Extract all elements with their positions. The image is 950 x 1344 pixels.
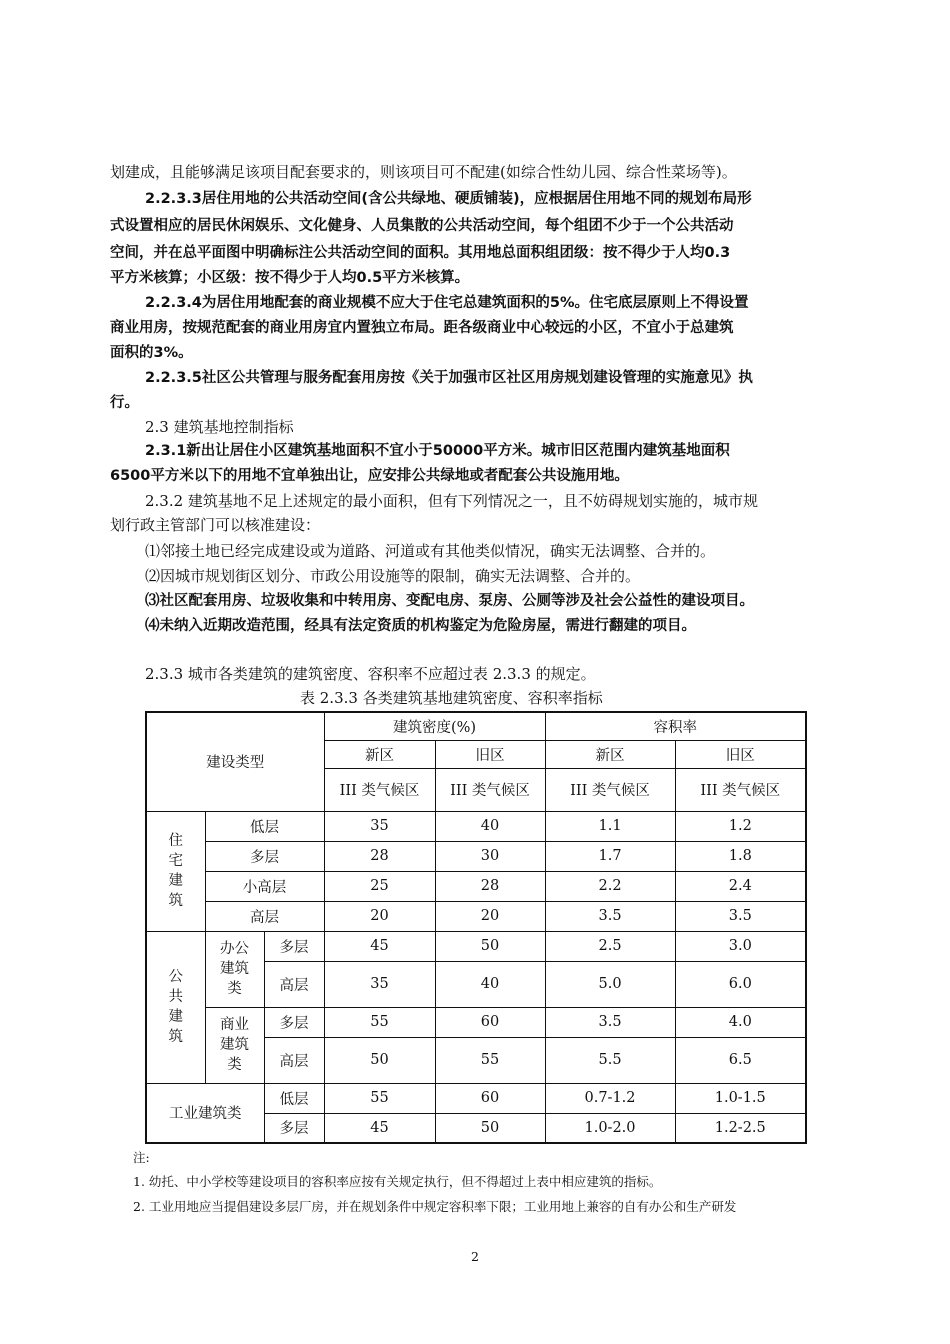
group-public: 公共建筑 [146, 931, 205, 1083]
cell: 0.7-1.2 [545, 1083, 675, 1113]
paragraph-line: 2.2.3.4为居住用地配套的商业规模不应大于住宅总建筑面积的5%。住宅底层原则上不得设置 [145, 295, 749, 311]
paragraph-line: 2.2.3.5社区公共管理与服务配套用房按《关于加强市区社区用房规划建设管理的实施意见》执 [145, 370, 753, 386]
row-label: 低层 [264, 1083, 324, 1113]
list-item: ⑵因城市规划街区划分、市政公用设施等的限制，确实无法调整、合并的。 [145, 567, 641, 585]
cell: 40 [435, 811, 545, 841]
row-label: 多层 [264, 1007, 324, 1037]
list-item: ⑴邻接土地已经完成建设或为道路、河道或有其他类似情况，确实无法调整、合并的。 [145, 542, 716, 560]
group-industrial: 工业建筑类 [146, 1083, 264, 1143]
header-climate: III 类气候区 [675, 768, 806, 811]
cell: 1.0-1.5 [675, 1083, 806, 1113]
paragraph-line: 2.3.2 建筑基地不足上述规定的最小面积，但有下列情况之一，且不妨碍规划实施的，城市规 [145, 492, 758, 510]
subgroup-office: 办公建筑类 [205, 931, 264, 1007]
note-item: 2. 工业用地应当提倡建设多层厂房，并在规划条件中规定容积率下限；工业用地上兼容的自有办公和生产研发 [133, 1199, 737, 1214]
cell: 60 [435, 1007, 545, 1037]
paragraph-line: 商业用房，按规范配套的商业用房宜内置独立布局。距各级商业中心较远的小区，不宜小于总建筑 [110, 320, 734, 336]
cell: 50 [435, 931, 545, 961]
cell: 55 [324, 1083, 435, 1113]
cell: 3.0 [675, 931, 806, 961]
header-far-new: 新区 [545, 740, 675, 768]
cell: 35 [324, 811, 435, 841]
paragraph-line: 2.2.3.3居住用地的公共活动空间(含公共绿地、硬质铺装)，应根据居住用地不同的规划布局形 [145, 191, 752, 207]
paragraph-line: 式设置相应的居民休闲娱乐、文化健身、人员集散的公共活动空间，每个组团不少于一个公共活动 [110, 218, 734, 234]
cell: 25 [324, 871, 435, 901]
density-far-table [145, 711, 807, 1144]
cell: 3.5 [545, 901, 675, 931]
table-row [146, 841, 806, 871]
paragraph-line: 2.3.3 城市各类建筑的建筑密度、容积率不应超过表 2.3.3 的规定。 [145, 665, 596, 683]
cell: 55 [324, 1007, 435, 1037]
cell: 1.1 [545, 811, 675, 841]
header-density: 建筑密度(%) [324, 712, 545, 740]
cell: 3.5 [675, 901, 806, 931]
cell: 40 [435, 961, 545, 1007]
cell: 50 [435, 1113, 545, 1143]
cell: 2.5 [545, 931, 675, 961]
header-far: 容积率 [545, 712, 806, 740]
paragraph-line: 划建成，且能够满足该项目配套要求的，则该项目可不配建(如综合性幼儿园、综合性菜场等)。 [110, 163, 737, 181]
section-heading: 2.3 建筑基地控制指标 [145, 418, 294, 436]
list-item: ⑷未纳入近期改造范围，经具有法定资质的机构鉴定为危险房屋，需进行翻建的项目。 [145, 618, 696, 634]
table-row [146, 811, 806, 841]
cell: 45 [324, 931, 435, 961]
cell: 20 [324, 901, 435, 931]
table-row [146, 901, 806, 931]
group-residential: 住宅建筑 [146, 811, 205, 931]
cell: 50 [324, 1037, 435, 1083]
cell: 1.7 [545, 841, 675, 871]
list-item: ⑶社区配套用房、垃圾收集和中转用房、变配电房、泵房、公厕等涉及社会公益性的建设项目。 [145, 593, 754, 609]
cell: 2.2 [545, 871, 675, 901]
table-row [146, 871, 806, 901]
header-density-new: 新区 [324, 740, 435, 768]
header-building-type: 建设类型 [146, 712, 324, 811]
paragraph-line: 行。 [110, 395, 139, 411]
row-label: 高层 [205, 901, 324, 931]
header-density-old: 旧区 [435, 740, 545, 768]
row-label: 多层 [264, 931, 324, 961]
cell: 4.0 [675, 1007, 806, 1037]
row-label: 多层 [264, 1113, 324, 1143]
cell: 28 [324, 841, 435, 871]
row-label: 低层 [205, 811, 324, 841]
subgroup-commercial: 商业建筑类 [205, 1007, 264, 1083]
row-label: 高层 [264, 1037, 324, 1083]
paragraph-line: 面积的3%。 [110, 345, 193, 361]
cell: 5.0 [545, 961, 675, 1007]
header-climate: III 类气候区 [324, 768, 435, 811]
cell: 45 [324, 1113, 435, 1143]
header-climate: III 类气候区 [435, 768, 545, 811]
cell: 6.5 [675, 1037, 806, 1083]
table-caption: 表 2.3.3 各类建筑基地建筑密度、容积率指标 [300, 689, 603, 707]
row-label: 小高层 [205, 871, 324, 901]
paragraph-line: 6500平方米以下的用地不宜单独出让，应安排公共绿地或者配套公共设施用地。 [110, 468, 629, 484]
paragraph-line: 平方米核算；小区级：按不得少于人均0.5平方米核算。 [110, 270, 470, 286]
row-label: 高层 [264, 961, 324, 1007]
cell: 3.5 [545, 1007, 675, 1037]
cell: 20 [435, 901, 545, 931]
header-climate: III 类气候区 [545, 768, 675, 811]
paragraph-line: 空间，并在总平面图中明确标注公共活动空间的面积。其用地总面积组团级：按不得少于人均0.3 [110, 245, 731, 261]
page-number: 2 [471, 1249, 479, 1264]
cell: 30 [435, 841, 545, 871]
table-row [146, 1083, 806, 1113]
paragraph-line: 划行政主管部门可以核准建设： [110, 516, 321, 534]
table-row [146, 1007, 806, 1037]
cell: 1.8 [675, 841, 806, 871]
cell: 55 [435, 1037, 545, 1083]
note-item: 1. 幼托、中小学校等建设项目的容积率应按有关规定执行，但不得超过上表中相应建筑的指标。 [133, 1174, 662, 1189]
paragraph-line: 2.3.1新出让居住小区建筑基地面积不宜小于50000平方米。城市旧区范围内建筑基地面积 [145, 443, 730, 459]
notes-heading: 注: [133, 1150, 150, 1165]
cell: 1.2-2.5 [675, 1113, 806, 1143]
table-row [146, 931, 806, 961]
cell: 2.4 [675, 871, 806, 901]
cell: 60 [435, 1083, 545, 1113]
row-label: 多层 [205, 841, 324, 871]
cell: 6.0 [675, 961, 806, 1007]
cell: 35 [324, 961, 435, 1007]
header-far-old: 旧区 [675, 740, 806, 768]
cell: 1.0-2.0 [545, 1113, 675, 1143]
cell: 1.2 [675, 811, 806, 841]
cell: 28 [435, 871, 545, 901]
cell: 5.5 [545, 1037, 675, 1083]
